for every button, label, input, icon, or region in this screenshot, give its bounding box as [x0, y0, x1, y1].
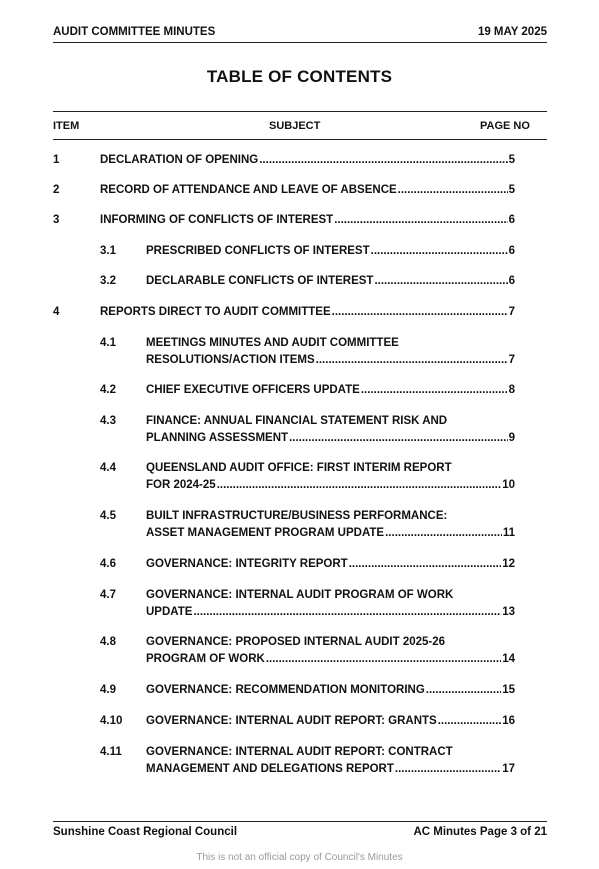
page-footer: [53, 821, 547, 842]
toc-item-subject: [146, 556, 515, 573]
toc-subject-line: PRESCRIBED CONFLICTS OF INTEREST: [146, 245, 370, 257]
toc-subject-line: PROGRAM OF WORK: [146, 653, 265, 665]
footer-page-number: AC Minutes Page 3 of 21: [413, 826, 547, 838]
toc-subject-line: GOVERNANCE: INTERNAL AUDIT REPORT: GRANTS: [146, 715, 437, 727]
toc-item-subject: [100, 212, 515, 229]
toc-subject-line: RECORD OF ATTENDANCE AND LEAVE OF ABSENCE: [100, 184, 397, 196]
toc-item-number: 4.6: [100, 558, 116, 570]
toc-item-number: 4.4: [100, 462, 116, 474]
toc-item-number: 4: [53, 306, 60, 318]
toc-subject-line: QUEENSLAND AUDIT OFFICE: FIRST INTERIM REPORT: [146, 462, 452, 474]
toc-subject-line: DECLARATION OF OPENING: [100, 154, 259, 166]
page-header: [53, 22, 547, 43]
toc-page-number: 12: [502, 558, 515, 570]
toc-subject-line: MANAGEMENT AND DELEGATIONS REPORT: [146, 763, 394, 775]
toc-subject-line: PLANNING ASSESSMENT: [146, 432, 289, 444]
toc-subject-line: FOR 2024-25: [146, 479, 216, 491]
dot-leader: [398, 182, 508, 199]
dot-leader: [334, 212, 507, 229]
toc-page-number: 13: [502, 606, 515, 618]
toc-item-number: 4.9: [100, 684, 116, 696]
toc-item-number: 4.5: [100, 510, 116, 522]
toc-item-number: 3.1: [100, 245, 116, 257]
toc-subject-line: ASSET MANAGEMENT PROGRAM UPDATE: [146, 527, 385, 539]
toc-subject-line: FINANCE: ANNUAL FINANCIAL STATEMENT RISK AND: [146, 415, 448, 427]
toc-item-number: 4.3: [100, 415, 116, 427]
toc-page-number: 6: [508, 214, 515, 226]
header-title: AUDIT COMMITTEE MINUTES: [53, 26, 216, 38]
toc-item-subject: [100, 182, 515, 199]
toc-page-number: 16: [502, 715, 515, 727]
dot-leader: [289, 430, 508, 447]
toc-item-subject: [146, 587, 515, 621]
dot-leader: [371, 243, 508, 260]
toc-subject-line: MEETINGS MINUTES AND AUDIT COMMITTEE: [146, 337, 399, 349]
dot-leader: [385, 525, 502, 542]
toc-page-number: 8: [508, 384, 515, 396]
dot-leader: [374, 273, 507, 290]
toc-subject-line: UPDATE: [146, 606, 193, 618]
toc-item-subject: [146, 508, 515, 542]
dot-leader: [266, 651, 501, 668]
toc-item-number: 3.2: [100, 275, 116, 287]
footer-organisation: Sunshine Coast Regional Council: [53, 826, 238, 838]
toc-subject-line: DECLARABLE CONFLICTS OF INTEREST: [146, 275, 374, 287]
dot-leader: [438, 713, 502, 730]
toc-page-number: 15: [502, 684, 515, 696]
toc-column-headers: [53, 111, 547, 140]
toc-page-number: 7: [508, 306, 515, 318]
toc-item-subject: [100, 152, 515, 169]
toc-item-subject: [146, 273, 515, 290]
toc-item-number: 4.1: [100, 337, 116, 349]
toc-item-subject: [146, 682, 515, 699]
toc-item-number: 4.11: [100, 746, 122, 758]
toc-item-subject: [100, 304, 515, 321]
column-item: ITEM: [53, 120, 80, 132]
toc-item-number: 4.8: [100, 636, 116, 648]
dot-leader: [259, 152, 507, 169]
dot-leader: [361, 382, 508, 399]
toc-subject-line: GOVERNANCE: INTERNAL AUDIT REPORT: CONTRACT: [146, 746, 453, 758]
toc-item-subject: [146, 243, 515, 260]
toc-page-number: 11: [502, 527, 515, 539]
toc-page-number: 10: [502, 479, 515, 491]
dot-leader: [193, 604, 501, 621]
page-title: TABLE OF CONTENTS: [206, 67, 393, 86]
dot-leader: [349, 556, 502, 573]
toc-item-number: 1: [53, 154, 60, 166]
toc-page-number: 14: [502, 653, 515, 665]
toc-page-number: 6: [508, 245, 515, 257]
toc-item-subject: [146, 460, 515, 494]
toc-item-subject: [146, 713, 515, 730]
toc-item-subject: [146, 335, 515, 369]
toc-item-number: 4.10: [100, 715, 123, 727]
toc-page-number: 7: [508, 354, 515, 366]
header-date: 19 MAY 2025: [477, 26, 547, 38]
toc-item-subject: [146, 413, 515, 447]
dot-leader: [426, 682, 501, 699]
toc-subject-line: CHIEF EXECUTIVE OFFICERS UPDATE: [146, 384, 360, 396]
toc-page-number: 6: [508, 275, 515, 287]
column-page-no: PAGE NO: [480, 120, 530, 132]
toc-page-number: 5: [508, 154, 515, 166]
dot-leader: [332, 304, 508, 321]
toc-item-number: 3: [53, 214, 60, 226]
dot-leader: [395, 761, 501, 778]
toc-subject-line: GOVERNANCE: RECOMMENDATION MONITORING: [146, 684, 425, 696]
toc-item-subject: [146, 634, 515, 668]
column-subject: SUBJECT: [269, 120, 321, 132]
dot-leader: [217, 477, 502, 494]
toc-item-number: 4.2: [100, 384, 116, 396]
toc-subject-line: GOVERNANCE: INTERNAL AUDIT PROGRAM OF WORK: [146, 589, 454, 601]
toc-subject-line: GOVERNANCE: PROPOSED INTERNAL AUDIT 2025-26: [146, 636, 446, 648]
toc-item-subject: [146, 744, 515, 778]
toc-item-subject: [146, 382, 515, 399]
toc-page-number: 5: [508, 184, 515, 196]
toc-item-number: 2: [53, 184, 60, 196]
toc-page-number: 9: [508, 432, 515, 444]
toc-subject-line: GOVERNANCE: INTEGRITY REPORT: [146, 558, 348, 570]
toc-item-number: 4.7: [100, 589, 116, 601]
dot-leader: [316, 352, 508, 369]
toc-subject-line: INFORMING OF CONFLICTS OF INTEREST: [100, 214, 334, 226]
toc-subject-line: RESOLUTIONS/ACTION ITEMS: [146, 354, 315, 366]
toc-subject-line: BUILT INFRASTRUCTURE/BUSINESS PERFORMANCE:: [146, 510, 448, 522]
toc-subject-line: REPORTS DIRECT TO AUDIT COMMITTEE: [100, 306, 331, 318]
disclaimer-text: This is not an official copy of Council's Minutes: [196, 852, 403, 863]
toc-page-number: 17: [502, 763, 515, 775]
